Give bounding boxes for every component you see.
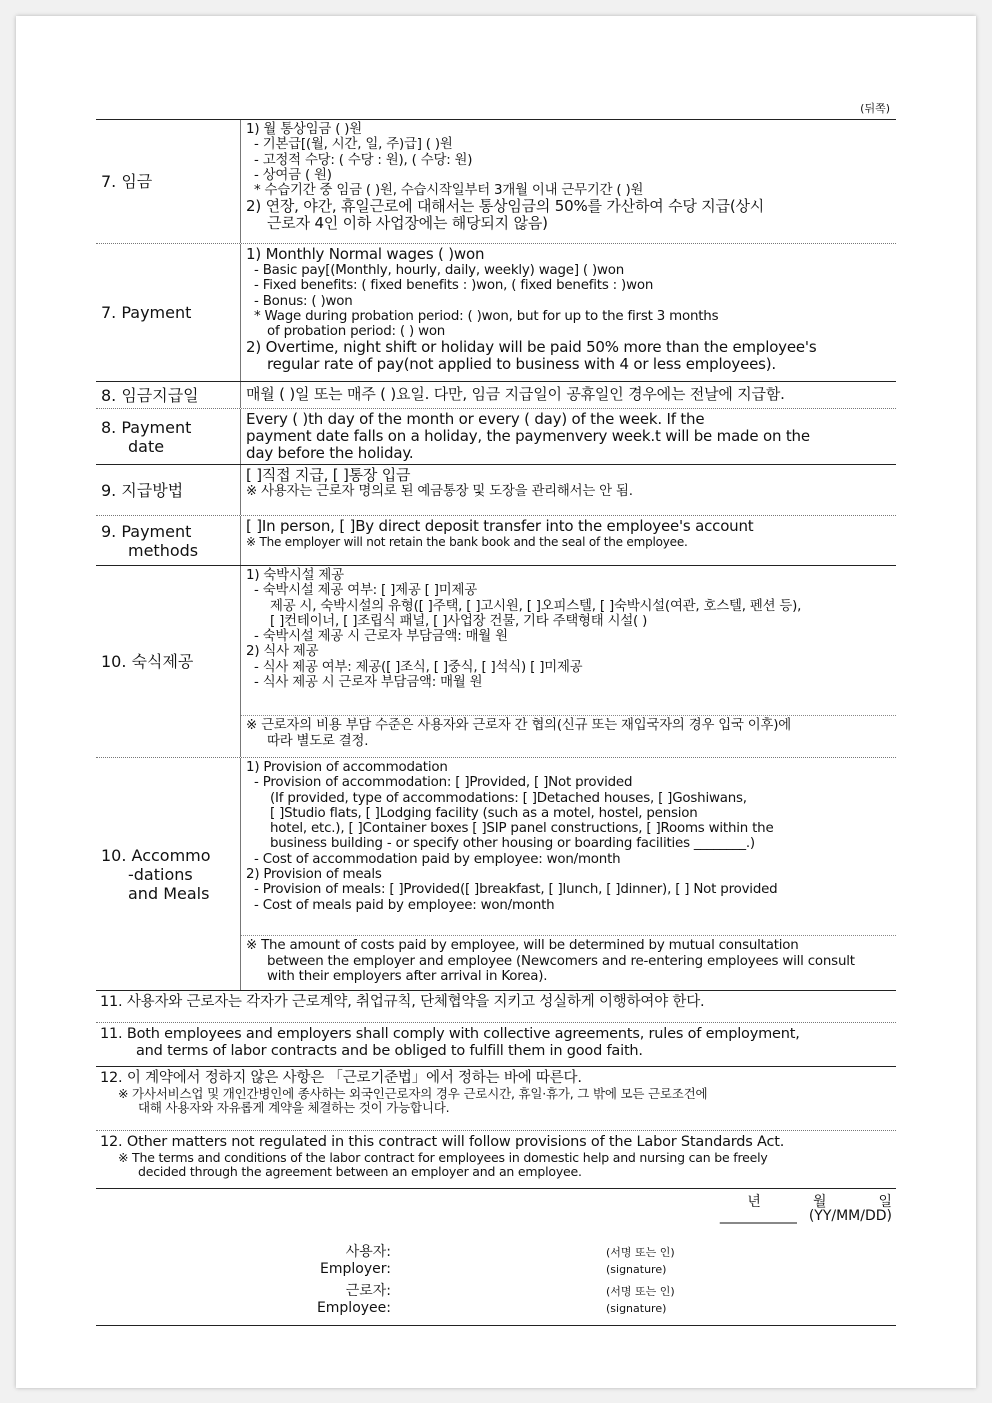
- text-line: 1) Provision of accommodation: [246, 760, 448, 775]
- text-line: between the employer and employee (Newcomers and re-entering employees will consult: [267, 953, 855, 969]
- row-content: [241, 244, 896, 381]
- row-label-text: 8. Payment: [101, 417, 192, 437]
- text-line: 12. 이 계약에서 정하지 않은 사항은 「근로기준법」에서 정하는 바에 따른다.: [100, 1070, 582, 1086]
- text-line: 2) Provision of meals: [246, 867, 382, 883]
- row-label-text: and Meals: [128, 883, 210, 903]
- row-label-text: 8. 임금지급일: [101, 385, 199, 405]
- row-label: [96, 516, 241, 565]
- table-row: [96, 244, 896, 382]
- row-label-text: 10. Accommo: [101, 845, 211, 865]
- row-label: [96, 758, 241, 990]
- text-line: payment date falls on a holiday, the paymenvery week.t will be made on the: [246, 427, 810, 445]
- content-block: [241, 120, 896, 243]
- table-row: [96, 120, 896, 244]
- text-line: - 숙박시설 제공 시 근로자 부담금액: 매월 원: [254, 629, 508, 645]
- signature-hint: (서명 또는 인): [606, 1285, 675, 1298]
- date-day-label: 일: [878, 1194, 892, 1210]
- row-content: [241, 120, 896, 243]
- text-line: [ ]컨테이너, [ ]조립식 패널, [ ]사업장 건물, 기타 주택형태 시설( ): [270, 613, 648, 629]
- text-line: - 상여금 ( 원): [254, 167, 332, 183]
- text-line: 2) Overtime, night shift or holiday will be paid 50% more than the employee's: [246, 338, 817, 357]
- text-line: ※ 사용자는 근로자 명의로 된 예금통장 및 도장을 관리해서는 안 됨.: [246, 484, 633, 499]
- text-line: - Cost of meals paid by employee: won/month: [254, 897, 555, 913]
- text-line: ※ 근로자의 비용 부담 수준은 사용자와 근로자 간 협의(신규 또는 재입국자의 경우 입국 이후)에: [246, 718, 792, 734]
- text-line: business building - or specify other housing or boarding facilities ________.): [270, 836, 755, 852]
- text-line: 2) 식사 제공: [246, 644, 319, 660]
- text-line: ※ The employer will not retain the bank book and the seal of the employee.: [246, 535, 688, 549]
- text-line: decided through the agreement between an employer and an employee.: [138, 1164, 582, 1179]
- text-line: - 고정적 수당: ( 수당 : 원), ( 수당: 원): [254, 152, 473, 168]
- content-block: [241, 382, 896, 408]
- row-content: [241, 758, 896, 990]
- table-row: [96, 465, 896, 516]
- row-label: [96, 244, 241, 381]
- date-format: (YY/MM/DD): [808, 1208, 892, 1224]
- text-line: [ ]In person, [ ]By direct deposit transfer into the employee's account: [246, 517, 754, 535]
- text-line: - Fixed benefits: ( fixed benefits : )won, ( fixed benefits : )won: [254, 278, 654, 294]
- employer-label: [320, 1244, 391, 1278]
- text-line: [ ]Studio flats, [ ]Lodging facility (such as a motel, hostel, pension: [270, 805, 698, 821]
- row-content: [241, 382, 896, 408]
- table-row: [96, 382, 896, 409]
- row-label-text: date: [128, 436, 165, 456]
- text-line: 따라 별도로 결정.: [267, 733, 369, 749]
- row-label: [96, 382, 241, 408]
- content-block: [241, 758, 896, 935]
- signature-section: [96, 1189, 896, 1326]
- row-content: [241, 465, 896, 515]
- signer-label: Employee:: [316, 1300, 391, 1316]
- text-line: 12. Other matters not regulated in this contract will follow provisions of the Labor Standards Act.: [100, 1134, 785, 1150]
- text-line: ※ The amount of costs paid by employee, will be determined by mutual consultation: [246, 938, 799, 954]
- row-label-text: methods: [128, 540, 199, 560]
- row-label-text: 7. 임금: [101, 172, 153, 191]
- table-row: [96, 516, 896, 566]
- text-line: 제공 시, 숙박시설의 유형([ ]주택, [ ]고시원, [ ]오피스텔, [ ]숙박시설(여관, 호스텔, 펜션 등),: [270, 598, 802, 614]
- text-line: 1) 월 통상임금 ( )원: [246, 122, 363, 137]
- text-line: of probation period: ( ) won: [267, 324, 446, 340]
- row-content: [241, 516, 896, 565]
- text-line: 근로자 4인 이하 사업장에는 해당되지 않음): [267, 214, 548, 233]
- text-line: - Bonus: ( )won: [254, 293, 353, 309]
- row-label: [96, 120, 241, 243]
- signer-label: Employer:: [320, 1261, 391, 1277]
- text-line: - Provision of meals: [ ]Provided([ ]breakfast, [ ]lunch, [ ]dinner), [ ] Not provided: [254, 882, 778, 898]
- row-label-text: 10. 숙식제공: [101, 652, 194, 671]
- clause-row: [96, 1131, 896, 1189]
- date-blank[interactable]: ___________: [719, 1208, 797, 1224]
- table-row: [96, 409, 896, 465]
- content-block: [241, 566, 896, 715]
- row-label: [96, 566, 241, 757]
- employer-signature-field[interactable]: [606, 1244, 675, 1278]
- text-line: ※ The terms and conditions of the labor contract for employees in domestic help and nursing can be freely: [118, 1150, 768, 1165]
- content-block: [241, 935, 896, 990]
- text-line: - Provision of accommodation: [ ]Provided, [ ]Not provided: [254, 775, 633, 791]
- employee-signature-field[interactable]: [606, 1283, 675, 1317]
- document-page: [16, 16, 976, 1388]
- row-content: [241, 566, 896, 757]
- text-line: and terms of labor contracts and be obliged to fulfill them in good faith.: [136, 1043, 643, 1059]
- table-row: [96, 758, 896, 991]
- row-label-text: -dations: [128, 864, 193, 884]
- date-month-label: 월: [812, 1194, 827, 1210]
- text-line: 1) 숙박시설 제공: [246, 568, 344, 583]
- signature-hint: (서명 또는 인): [606, 1246, 675, 1259]
- text-line: * Wage during probation period: ( )won, but for up to the first 3 months: [254, 308, 719, 324]
- signer-label: 근로자:: [345, 1283, 391, 1299]
- row-label: [96, 465, 241, 515]
- text-line: - Cost of accommodation paid by employee: won/month: [254, 851, 621, 867]
- text-line: 2) 연장, 야간, 휴일근로에 대해서는 통상임금의 50%를 가산하여 수당 지급(상시: [246, 197, 765, 216]
- text-line: - 식사 제공 여부: 제공([ ]조식, [ ]중식, [ ]석식) [ ]미제공: [254, 659, 583, 675]
- content-block: [241, 516, 896, 565]
- text-line: Every ( )th day of the month or every ( day) of the week. If the: [246, 410, 705, 428]
- text-line: * 수습기간 중 임금 ( )원, 수습시작일부터 3개월 이내 근무기간 ( )원: [254, 183, 644, 199]
- text-line: 매월 ( )일 또는 매주 ( )요일. 다만, 임금 지급일이 공휴일인 경우에는 전날에 지급함.: [246, 385, 785, 403]
- signer-label: 사용자:: [345, 1244, 391, 1260]
- text-line: 1) Monthly Normal wages ( )won: [246, 245, 485, 263]
- date-year-label: 년: [747, 1194, 761, 1210]
- row-label-text: 9. Payment: [101, 521, 192, 541]
- clause-row: [96, 991, 896, 1023]
- text-line: 대해 사용자와 자유롭게 계약을 체결하는 것이 가능합니다.: [138, 1100, 450, 1115]
- table-row: [96, 566, 896, 758]
- row-label: [96, 409, 241, 464]
- signature-hint: (signature): [606, 1302, 667, 1315]
- text-line: - 기본급[(월, 시간, 일, 주)급] ( )원: [254, 137, 453, 153]
- text-line: day before the holiday.: [246, 444, 414, 462]
- text-line: hotel, etc.), [ ]Container boxes [ ]SIP panel constructions, [ ]Rooms within the: [270, 821, 774, 837]
- signature-hint: (signature): [606, 1263, 667, 1276]
- text-line: 11. 사용자와 근로자는 각자가 근로계약, 취업규칙, 단체협약을 지키고 성실하게 이행하여야 한다.: [100, 994, 705, 1010]
- row-label-text: 9. 지급방법: [101, 480, 184, 500]
- text-line: [ ]직접 지급, [ ]통장 입금: [246, 466, 411, 484]
- text-line: regular rate of pay(not applied to business with 4 or less employees).: [267, 355, 776, 374]
- page-side-label: (뒤쪽): [860, 102, 890, 115]
- text-line: - 식사 제공 시 근로자 부담금액: 매월 원: [254, 675, 483, 691]
- text-line: - 숙박시설 제공 여부: [ ]제공 [ ]미제공: [254, 583, 477, 599]
- clause-row: [96, 1023, 896, 1067]
- content-block: [241, 244, 896, 381]
- content-block: [241, 465, 896, 515]
- text-line: ※ 가사서비스업 및 개인간병인에 종사하는 외국인근로자의 경우 근로시간, 휴일·휴가, 그 밖에 모든 근로조건에: [118, 1086, 708, 1101]
- date-field[interactable]: [720, 1208, 892, 1224]
- text-line: (If provided, type of accommodations: [ ]Detached houses, [ ]Goshiwans,: [270, 790, 747, 806]
- content-block: [241, 715, 896, 757]
- row-content: [241, 409, 896, 464]
- text-line: with their employers after arrival in Korea).: [267, 968, 548, 984]
- row-label-text: 7. Payment: [101, 303, 192, 322]
- content-block: [241, 409, 896, 464]
- employee-label: [317, 1283, 391, 1317]
- text-line: - Basic pay[(Monthly, hourly, daily, weekly) wage] ( )won: [254, 263, 625, 278]
- contract-table: [96, 119, 896, 1326]
- text-line: 11. Both employees and employers shall comply with collective agreements, rules of employment,: [100, 1026, 800, 1042]
- clause-row: [96, 1067, 896, 1131]
